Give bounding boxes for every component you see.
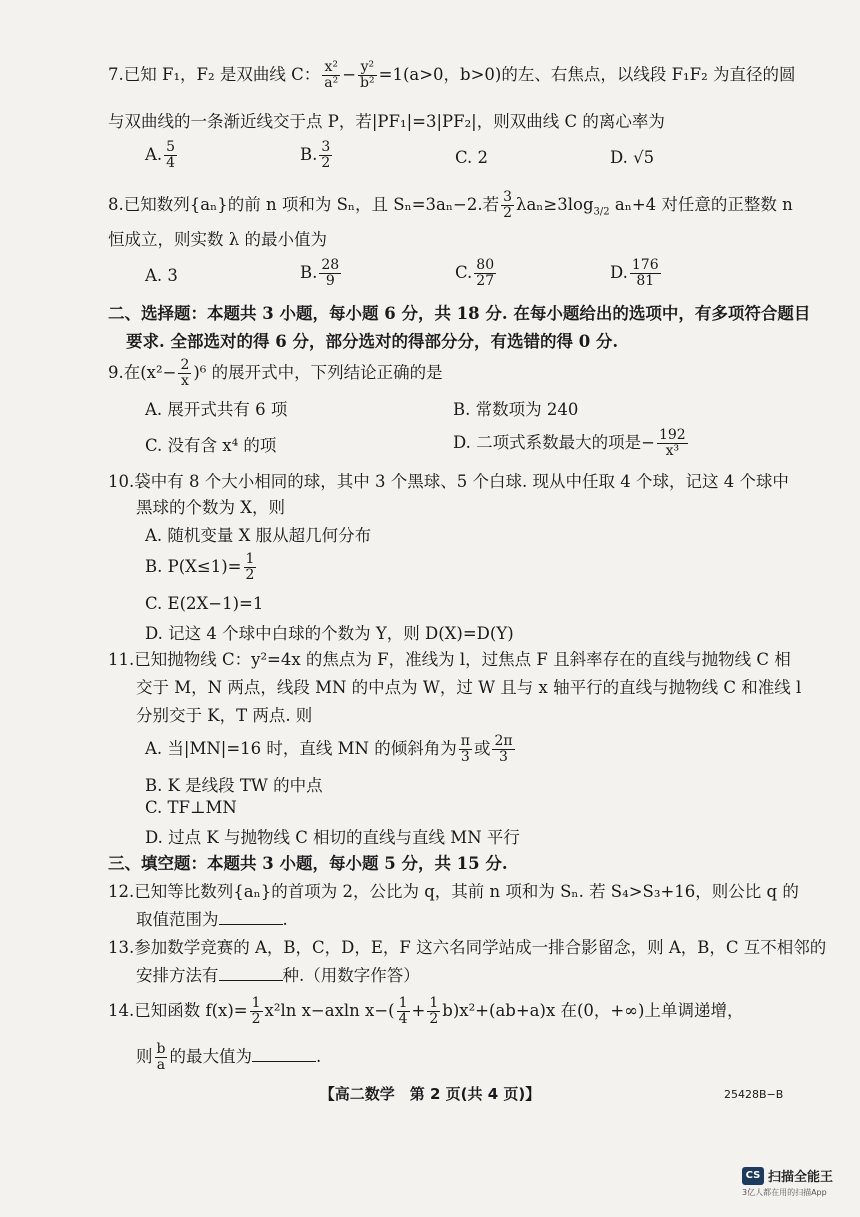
option-a: A. 当|MN|=16 时，直线 MN 的倾斜角为 $\frac{\pi}{3}$ 或 $\frac{2\pi}{3}$ <box>145 733 513 765</box>
option-d: D. 二项式系数最大的项是− $\frac{192}{\text{x³}}$ <box>453 427 686 459</box>
question-9: 9.在(x²− $\frac{2}{x}$ )⁶ 的展开式中，下列结论正确的是 <box>108 357 443 389</box>
option-b: B. $\frac{28}{9}$ <box>300 257 340 289</box>
option-b: B. P(X≤1)= $\frac{1}{2}$ <box>145 551 255 583</box>
answer-blank[interactable] <box>219 962 283 981</box>
question-7: 7.已知 F₁，F₂ 是双曲线 C： $\frac{\text{x²}}{\text{a²}}$ − $\frac{\text{y²}}{\text{b²}}$ =1(a>0，b>0)的左、右焦点，以线段 F₁F₂ 为直径的圆 <box>108 59 796 91</box>
question-12-line2: 取值范围为 . <box>136 906 288 934</box>
fraction: $\frac{\text{y²}}{\text{b²}}$ <box>360 59 375 91</box>
question-11: 11.已知抛物线 C：y²=4x 的焦点为 F，准线为 l，过焦点 F 且斜率存在的直线与抛物线 C 相 <box>108 650 791 669</box>
option-a: A. 3 <box>145 266 178 285</box>
exam-code: 25428B−B <box>724 1088 784 1101</box>
question-14: 14.已知函数 f(x)= $\frac{1}{2}$ x²ln x−axln x−( $\frac{1}{4}$ + $\frac{1}{2}$ b)x²+(ab+a)x 在(0，+∞)上单调递增， <box>108 995 744 1027</box>
cs-logo-icon: CS <box>742 1167 764 1185</box>
option-d: D. 记这 4 个球中白球的个数为 Y，则 D(X)=D(Y) <box>145 624 514 643</box>
option-b: B. 常数项为 240 <box>453 400 579 419</box>
fraction: $\frac{\text{x²}}{\text{a²}}$ <box>324 59 339 91</box>
question-8-line2: 恒成立，则实数 λ 的最小值为 <box>108 230 327 249</box>
option-d: D. √5 <box>610 148 655 167</box>
option-c: C. 没有含 x⁴ 的项 <box>145 436 277 455</box>
question-11-line3: 分别交于 K，T 两点. 则 <box>136 706 313 725</box>
answer-blank[interactable] <box>219 906 283 925</box>
question-12: 12.已知等比数列{aₙ}的首项为 2，公比为 q，其前 n 项和为 Sₙ. 若 S₄>S₃+16，则公比 q 的 <box>108 882 799 901</box>
question-7-line2: 与双曲线的一条渐近线交于点 P，若|PF₁|=3|PF₂|，则双曲线 C 的离心率为 <box>108 112 665 131</box>
option-b: B. K 是线段 TW 的中点 <box>145 776 323 795</box>
question-10-line2: 黑球的个数为 X，则 <box>136 498 285 517</box>
question-13-line2: 安排方法有 种.（用数字作答） <box>136 962 420 990</box>
scanner-watermark: CS 扫描全能王 3亿人都在用的扫描App <box>742 1165 833 1198</box>
option-d: D. $\frac{176}{81}$ <box>610 257 659 289</box>
question-14-line2: 则 $\frac{b}{a}$ 的最大值为 . <box>136 1041 322 1073</box>
section-2-heading-line2: 要求. 全部选对的得 6 分，部分选对的得部分分，有选错的得 0 分. <box>126 332 619 351</box>
question-10: 10.袋中有 8 个大小相同的球，其中 3 个黑球、5 个白球. 现从中任取 4 个球，记这 4 个球中 <box>108 472 789 491</box>
option-c: C. E(2X−1)=1 <box>145 594 264 613</box>
answer-blank[interactable] <box>252 1043 316 1062</box>
option-c: C. TF⊥MN <box>145 798 237 817</box>
page-footer: 【高二数学 第 2 页(共 4 页)】 <box>319 1085 541 1103</box>
section-2-heading: 二、选择题：本题共 3 小题，每小题 6 分，共 18 分. 在每小题给出的选项中，有多项符合题目 <box>108 304 811 323</box>
question-number: 7. <box>108 65 124 84</box>
question-11-line2: 交于 M，N 两点，线段 MN 的中点为 W，过 W 且与 x 轴平行的直线与抛物线 C 和准线 l <box>136 678 802 697</box>
option-a: A. 展开式共有 6 项 <box>145 400 288 419</box>
question-8: 8.已知数列{aₙ}的前 n 项和为 Sₙ，且 Sₙ=3aₙ−2.若 $\frac{3}{2}$ $\lambda a_n\ge 3\log_{3/2}$ aₙ+4 对任意的正整数 n <box>108 189 793 221</box>
option-c: C. $\frac{80}{27}$ <box>455 257 495 289</box>
option-c: C. 2 <box>455 148 489 167</box>
option-a: A. $\frac{5}{4}$ <box>145 139 176 171</box>
option-d: D. 过点 K 与抛物线 C 相切的直线与直线 MN 平行 <box>145 828 520 847</box>
option-b: B. $\frac{3}{2}$ <box>300 139 331 171</box>
section-3-heading: 三、填空题：本题共 3 小题，每小题 5 分，共 15 分. <box>108 854 508 873</box>
question-13: 13.参加数学竞赛的 A，B，C，D，E，F 这六名同学站成一排合影留念，则 A，B，C 互不相邻的 <box>108 938 827 957</box>
option-a: A. 随机变量 X 服从超几何分布 <box>145 526 372 545</box>
